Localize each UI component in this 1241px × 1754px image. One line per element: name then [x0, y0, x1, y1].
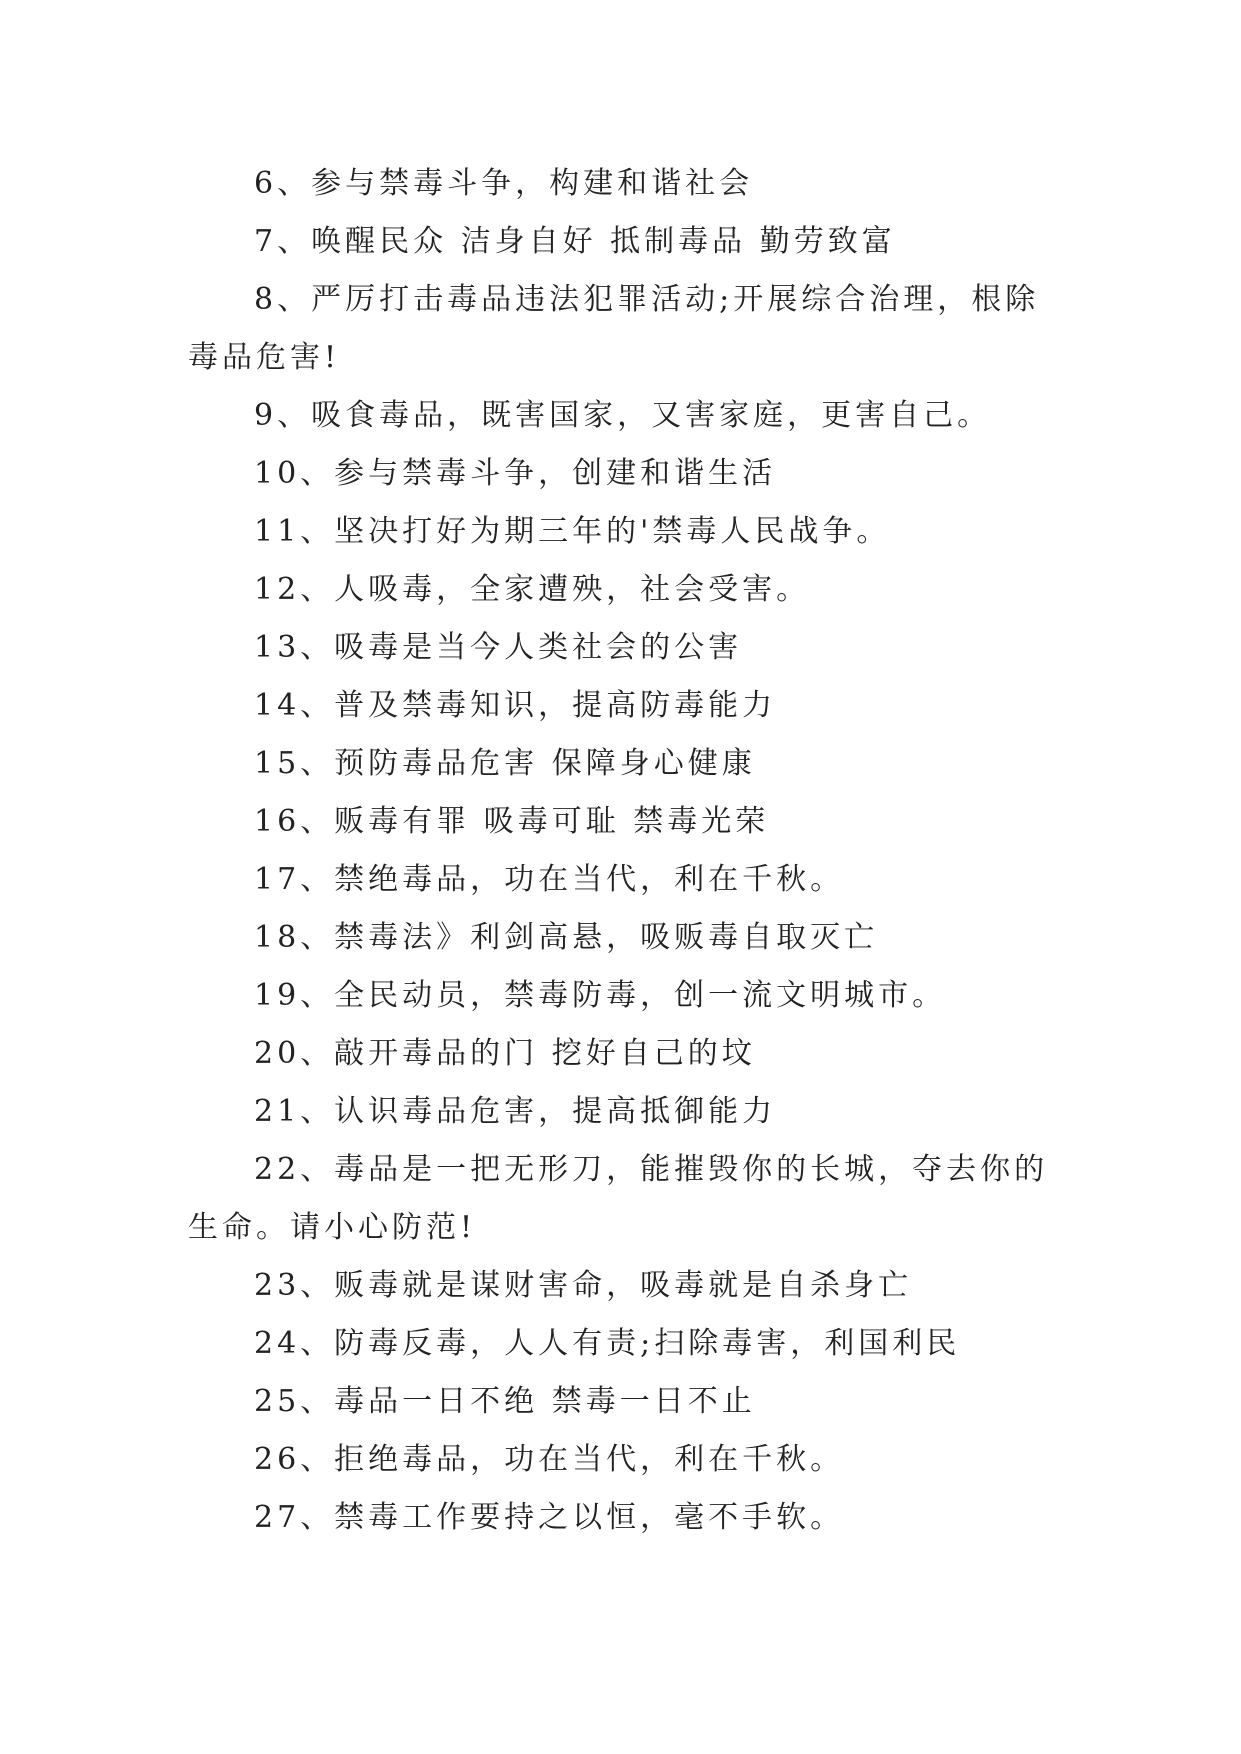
slogan-item: 13、吸毒是当今人类社会的公害: [254, 630, 743, 665]
slogan-item: 23、贩毒就是谋财害命，吸毒就是自杀身亡: [254, 1268, 913, 1303]
slogan-list: [188, 155, 1058, 1547]
slogan-item: 24、防毒反毒，人人有责;扫除毒害，利国利民: [254, 1326, 961, 1361]
slogan-item: 27、禁毒工作要持之以恒，毫不手软。: [254, 1500, 845, 1535]
slogan-item: 19、全民动员，禁毒防毒，创一流文明城市。: [254, 978, 947, 1013]
slogan-item: 20、敲开毒品的门 挖好自己的坟: [254, 1036, 756, 1071]
slogan-item: 12、人吸毒，全家遭殃，社会受害。: [254, 572, 811, 607]
slogan-item: 22、毒品是一把无形刀，能摧毁你的长城，夺去你的生命。请小心防范!: [188, 1152, 1049, 1245]
slogan-item: 21、认识毒品危害，提高抵御能力: [254, 1094, 777, 1129]
slogan-item: 11、坚决打好为期三年的'禁毒人民战争。: [254, 514, 891, 549]
slogan-item: 10、参与禁毒斗争，创建和谐生活: [254, 456, 777, 491]
slogan-item: 25、毒品一日不绝 禁毒一日不止: [254, 1384, 756, 1419]
slogan-item: 15、预防毒品危害 保障身心健康: [254, 746, 756, 781]
slogan-item: 14、普及禁毒知识，提高防毒能力: [254, 688, 777, 723]
slogan-item: 8、严厉打击毒品违法犯罪活动;开展综合治理，根除毒品危害!: [188, 282, 1040, 375]
slogan-item: 7、唤醒民众 洁身自好 抵制毒品 勤劳致富: [254, 224, 896, 259]
slogan-item: 26、拒绝毒品，功在当代，利在千秋。: [254, 1442, 845, 1477]
slogan-item: 18、禁毒法》利剑高悬，吸贩毒自取灭亡: [254, 920, 879, 955]
slogan-item: 17、禁绝毒品，功在当代，利在千秋。: [254, 862, 845, 897]
slogan-item: 16、贩毒有罪 吸毒可耻 禁毒光荣: [254, 804, 770, 839]
slogan-item: 6、参与禁毒斗争，构建和谐社会: [254, 166, 754, 201]
slogan-item: 9、吸食毒品，既害国家，又害家庭，更害自己。: [254, 398, 992, 433]
